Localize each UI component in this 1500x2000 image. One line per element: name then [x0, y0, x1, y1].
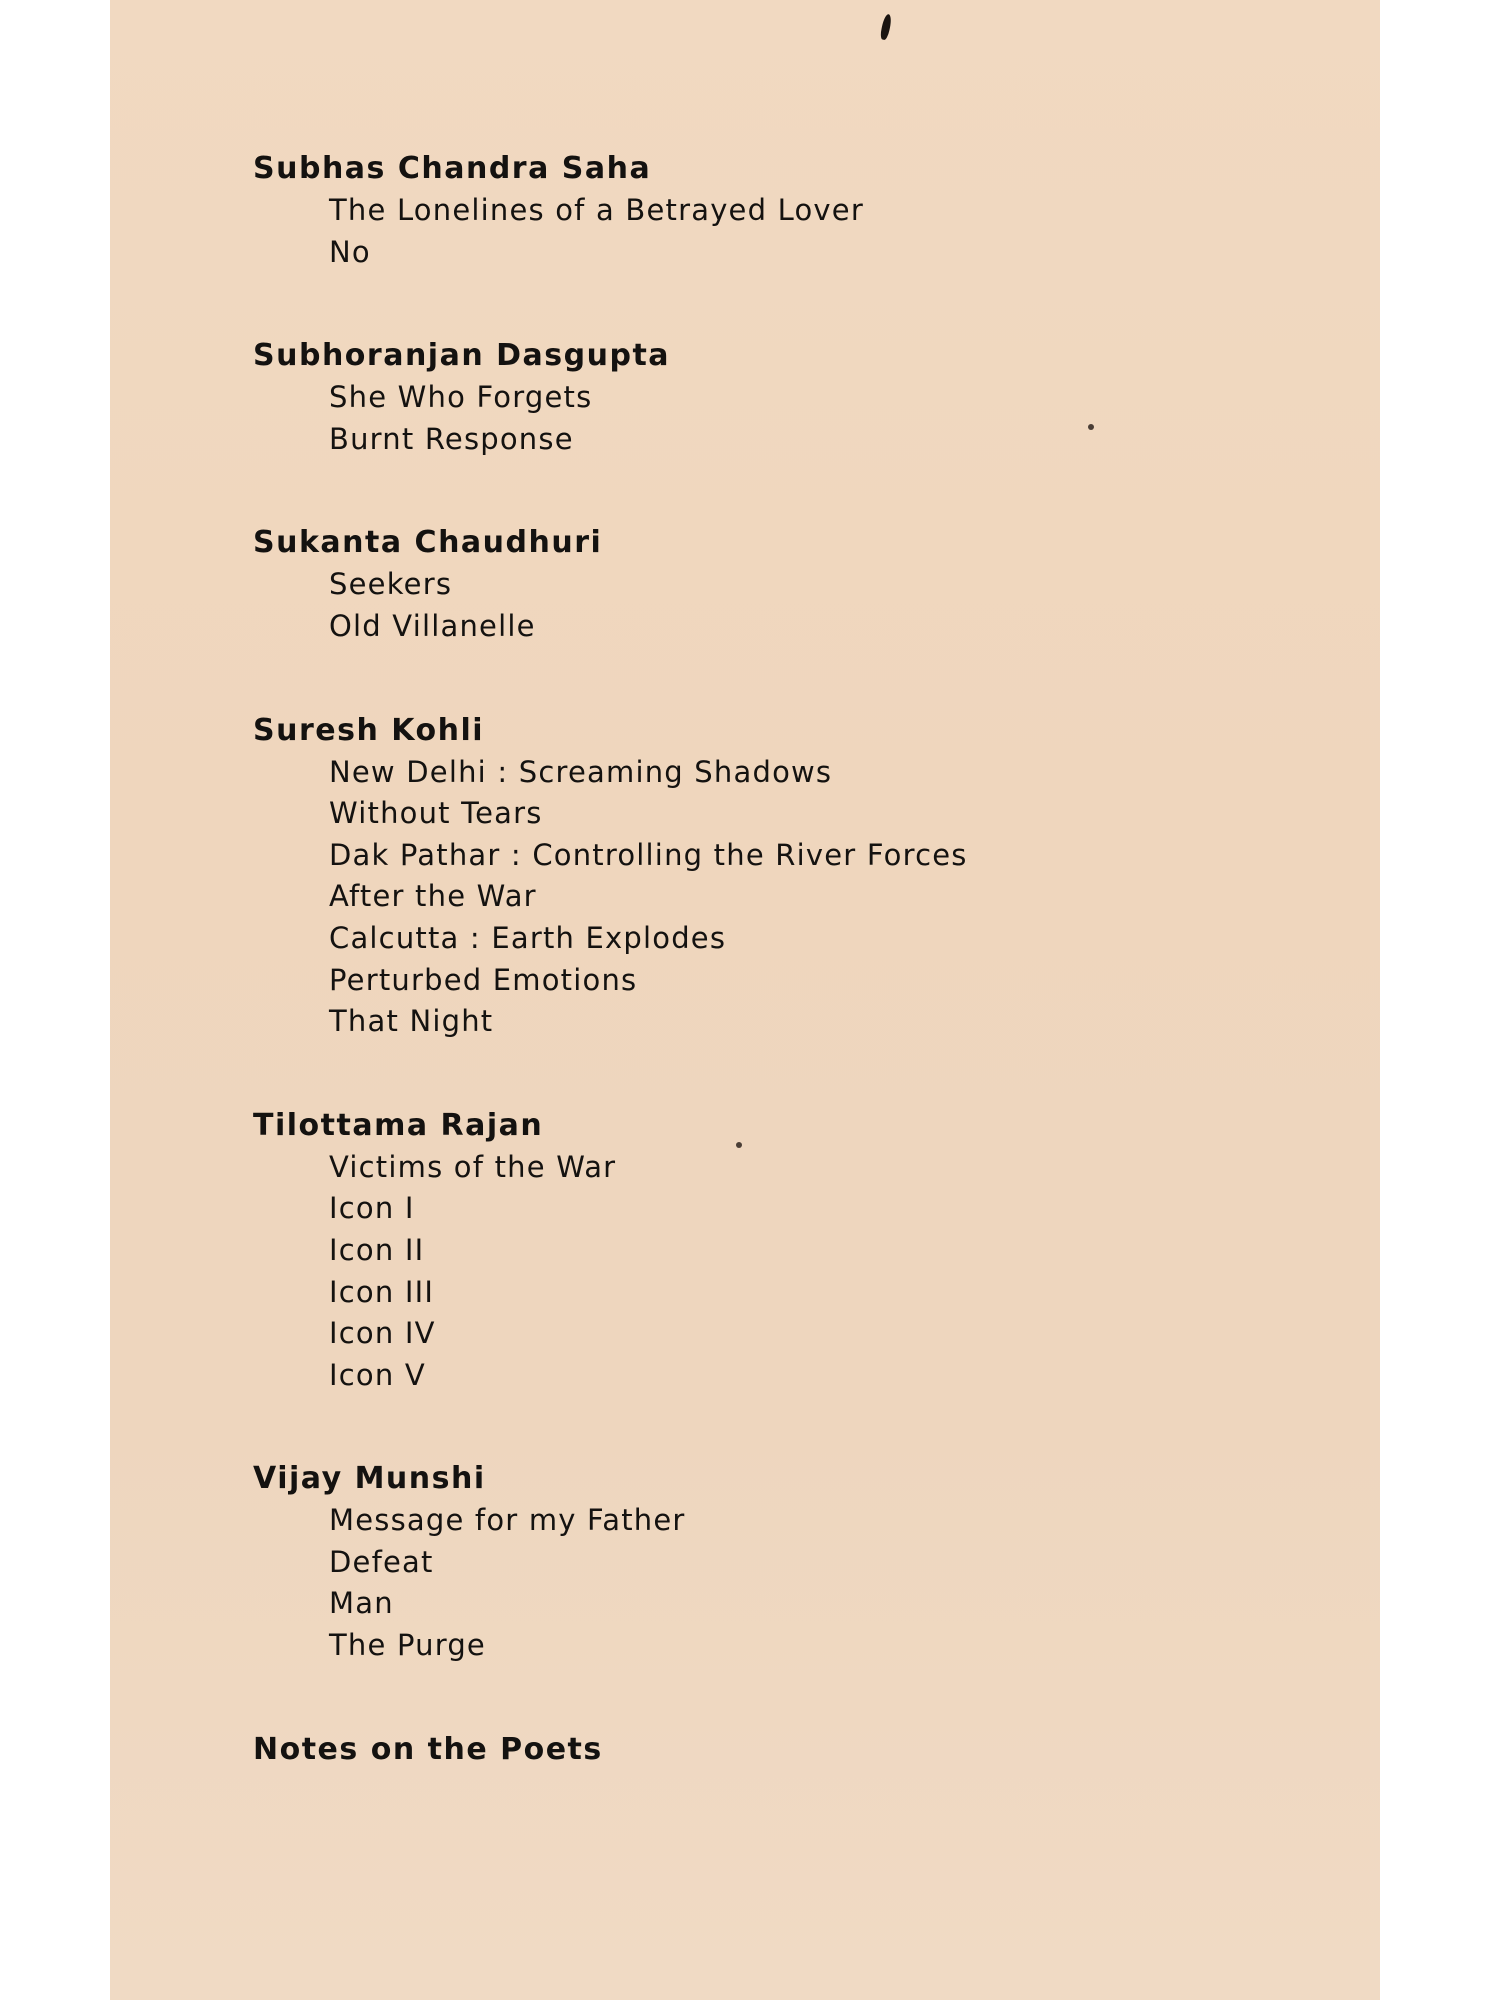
poem-title: No [329, 234, 371, 269]
contents-section [253, 710, 968, 1043]
poet-name: Sukanta Chaudhuri [253, 525, 603, 561]
notes-heading: Notes on the Poets [253, 1731, 603, 1767]
poem-title: Message for my Father [329, 1503, 686, 1538]
poem-title: She Who Forgets [329, 380, 593, 415]
poem-title: New Delhi : Screaming Shadows [329, 754, 833, 789]
poem-title: Perturbed Emotions [329, 962, 638, 997]
book-page [110, 0, 1380, 2000]
poem-title: Seekers [329, 567, 453, 602]
poem-title: Icon II [329, 1232, 425, 1267]
paper-speck [1088, 424, 1094, 430]
poet-name: Suresh Kohli [253, 712, 485, 748]
poet-name: Vijay Munshi [253, 1461, 486, 1497]
poem-title: Old Villanelle [329, 608, 536, 643]
poem-title: Icon V [329, 1357, 426, 1392]
poem-title: Without Tears [329, 796, 543, 831]
contents-section [253, 1105, 968, 1397]
contents-section [253, 522, 968, 647]
contents-section [253, 1458, 968, 1666]
table-of-contents [253, 148, 968, 1771]
contents-section [253, 148, 968, 273]
ink-mark [879, 13, 892, 40]
contents-section [253, 335, 968, 460]
poem-title: Icon IV [329, 1316, 436, 1351]
poem-title: Icon III [329, 1274, 435, 1309]
poem-title: Victims of the War [329, 1149, 617, 1184]
poem-title: That Night [329, 1004, 494, 1039]
poet-name: Subhoranjan Dasgupta [253, 338, 671, 374]
poem-title: Icon I [329, 1191, 415, 1226]
poem-title: The Lonelines of a Betrayed Lover [329, 193, 864, 227]
poet-name: Subhas Chandra Saha [253, 151, 652, 186]
poet-name: Tilottama Rajan [253, 1107, 544, 1143]
poem-title: Defeat [329, 1544, 434, 1579]
poem-title: Calcutta : Earth Explodes [329, 920, 727, 955]
poem-title: After the War [329, 879, 537, 914]
poem-title: Man [329, 1586, 394, 1621]
bleed-through-text [930, 150, 1380, 190]
poem-title: The Purge [329, 1628, 486, 1663]
poem-title: Burnt Response [329, 421, 574, 456]
poem-title: Dak Pathar : Controlling the River Forces [329, 837, 968, 872]
